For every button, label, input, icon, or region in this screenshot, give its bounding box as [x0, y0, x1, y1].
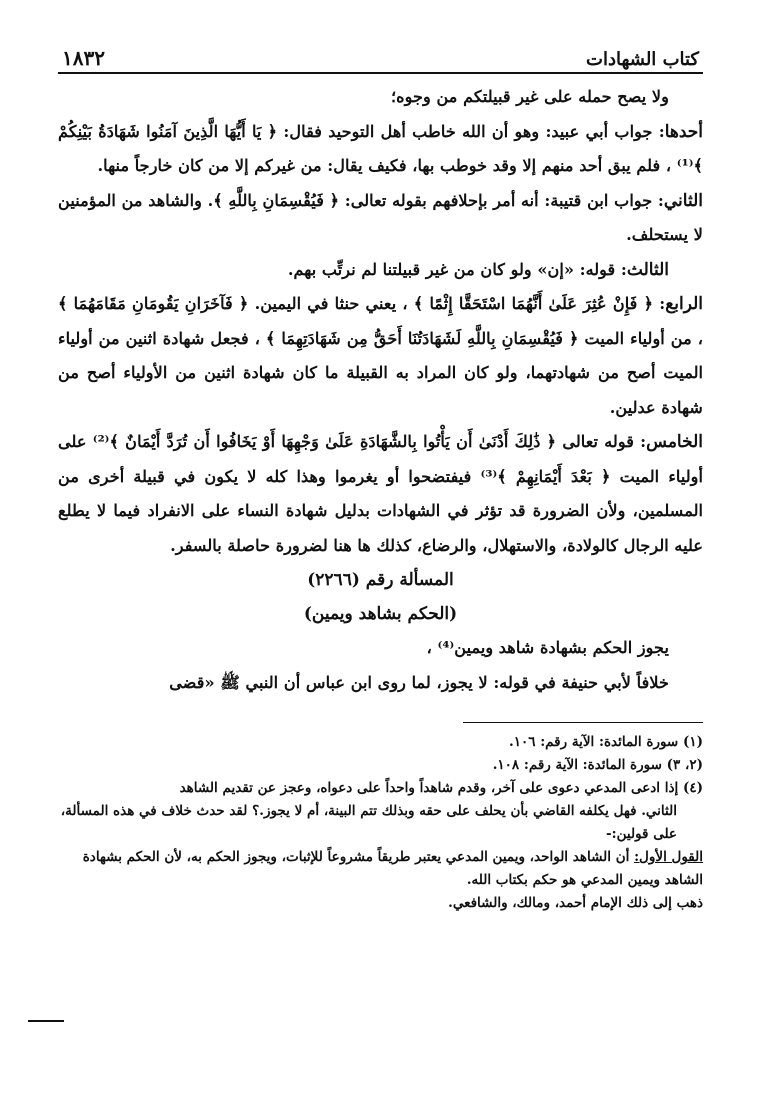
- paragraph-ruling: يجوز الحكم بشهادة شاهد ويمين⁽⁴⁾ ،: [426, 638, 669, 657]
- paragraph-fourth: [58, 287, 703, 425]
- paragraph-text: : جواب أبي عبيد: وهو أن الله خاطب أهل التوحيد فقال: ﴿ يَا أَيُّهَا الَّذِينَ آمَنُوا شَهَادَةُ بَيْنِكُمْ ﴾⁽¹⁾ ، فلم يبق أحد منهم إلا وقد خوطب بها، فكيف يقال: من غيركم إلا من كان خارجاً منها.: [58, 121, 703, 175]
- footnote-4-scholars: ذهب إلى ذلك الإمام أحمد، ومالك، والشافعي.: [448, 895, 703, 911]
- first-opinion-label: القول الأول:: [634, 849, 703, 865]
- footnote-1: (١) سورة المائدة: الآية رقم: ١٠٦.: [509, 734, 703, 750]
- paragraph-first: [58, 115, 703, 184]
- paragraph-third: [58, 253, 703, 288]
- issue-subtitle: (الحكم بشاهد ويمين): [303, 604, 458, 624]
- paragraph-fifth: [58, 425, 703, 563]
- main-text: [58, 74, 703, 700]
- paragraph-lead: الثالث: [626, 259, 669, 280]
- footnote-separator: [58, 722, 703, 723]
- paragraph-text: : ﴿ فَإِنْ عُثِرَ عَلَىٰ أَنَّهُمَا اسْتَحَقَّا إِثْمًا ﴾ ، يعني حنثا في اليمين. ﴿ فَآخَرَانِ يَقُومَانِ مَقَامَهُمَا ﴾ ، من أولياء الميت ﴿ فَيُقْسِمَانِ بِاللَّهِ لَشَهَادَتُنَا أَحَقُّ مِن شَهَادَتِهِمَا ﴾ ، فجعل شهادة اثنين من أولياء الميت أصح من شهادتهما، ولو كان المراد به القبيلة ما كان شهادة اثنين من الأولياء أصح من شهادة عدلين.: [58, 294, 703, 417]
- footnote-2-3: (٢، ٣) سورة المائدة: الآية رقم: ١٠٨.: [492, 757, 703, 773]
- paragraph-lead: الثاني: [663, 190, 703, 211]
- footnote-4: (٤) إذا ادعى المدعي دعوى على آخر، وقدم شاهداً واحداً على دعواه، وعجز عن تقديم الشاهد: [179, 780, 703, 796]
- margin-mark: [28, 1020, 64, 1022]
- footnotes: [58, 731, 703, 915]
- paragraph-lead: أحدها: [664, 121, 703, 142]
- paragraph-dissent: خلافاً لأبي حنيفة في قوله: لا يجوز، لما روى ابن عباس أن النبي ﷺ «قضى: [169, 672, 669, 692]
- page-header: [58, 40, 703, 74]
- paragraph-intro: ولا يصح حمله على غير قبيلتكم من وجوه؛: [391, 87, 669, 106]
- footnote-4-first-opinion: [58, 846, 703, 892]
- paragraph-lead: الرابع: [665, 294, 703, 314]
- paragraph-text: : جواب ابن قتيبة: أنه أمر بإحلافهم بقوله تعالى: ﴿ فَيُقْسِمَانِ بِاللَّهِ ﴾. والشاهد من المؤمنين لا يستحلف.: [58, 190, 703, 244]
- book-page: [58, 40, 703, 1080]
- paragraph-second: [58, 184, 703, 253]
- first-opinion-text: أن الشاهد الواحد، ويمين المدعي يعتبر طريقاً مشروعاً للإثبات، ويجوز الحكم به، لأن الحكم بشهادة الشاهد ويمين المدعي هو حكم بكتاب الله.: [82, 849, 703, 888]
- paragraph-text: : قوله: «إن» ولو كان من غير قبيلتنا لم نرتِّب بهم.: [287, 259, 627, 279]
- issue-title: المسألة رقم (٢٢٦٦): [307, 570, 454, 590]
- paragraph-lead: الخامس: [646, 432, 703, 452]
- running-title: كتاب الشهادات: [586, 49, 699, 70]
- footnote-4-continued: الثاني. فهل يكلفه القاضي بأن يحلف على حقه وبذلك تتم البينة، أم لا يجوز.؟ لقد حدث خلاف في هذه المسألة، على قولين:-: [60, 803, 677, 842]
- paragraph-text: : قوله تعالى ﴿ ذَٰلِكَ أَدْنَىٰ أَن يَأْتُوا بِالشَّهَادَةِ عَلَىٰ وَجْهِهَا أَوْ يَخَافُوا أَن تُرَدَّ أَيْمَانٌ ﴾⁽²⁾ على أولياء الميت ﴿ بَعْدَ أَيْمَانِهِمْ ﴾⁽³⁾ فيفتضحوا أو يغرموا وهذا كله لا يكون في قبيلة أخرى من المسلمين، ولأن الضرورة قد تؤثر في الشهادات بدليل شهادة النساء على الانفراد فيما لا يطلع عليه الرجال كالولادة، والاستهلال، والرضاع، كذلك ها هنا لضرورة حاصلة بالسفر.: [58, 432, 703, 555]
- page-number: ١٨٣٢: [62, 46, 105, 70]
